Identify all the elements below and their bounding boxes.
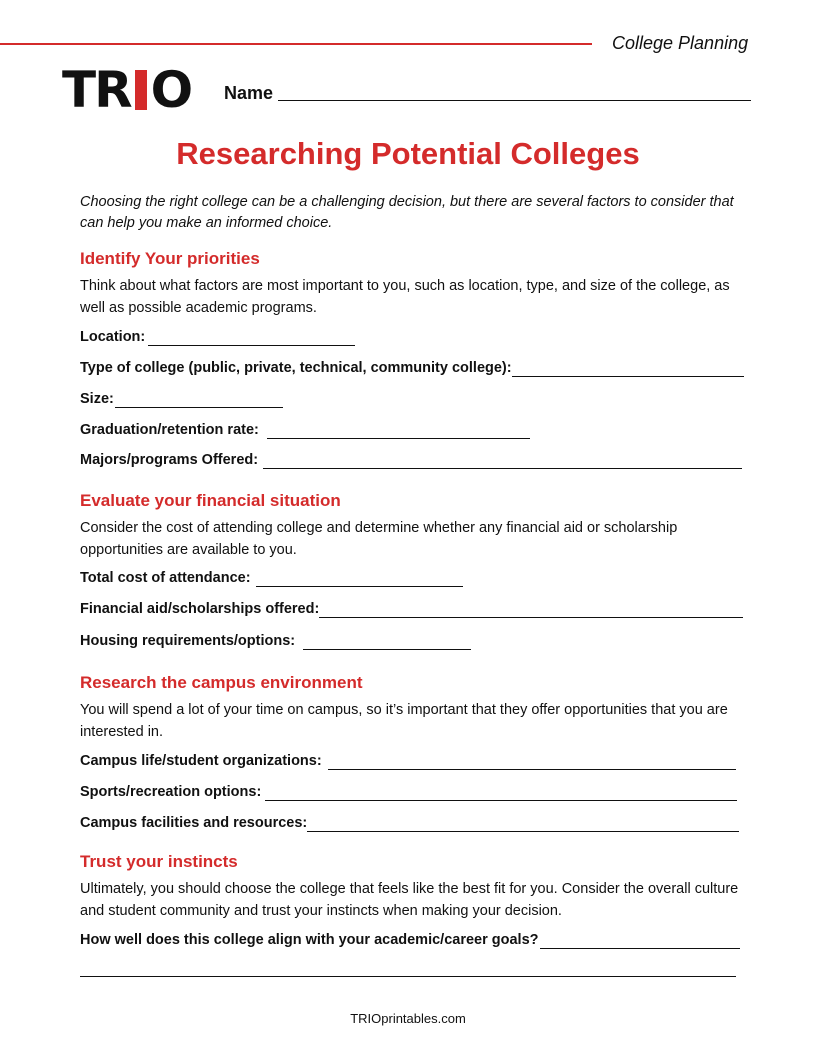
total-cost-field[interactable]: [256, 586, 463, 587]
section-heading-campus: Research the campus environment: [80, 673, 363, 692]
name-field[interactable]: [278, 100, 751, 101]
graduation-rate-field[interactable]: [267, 438, 530, 439]
field-label-graduation-rate: Graduation/retention rate:: [80, 422, 259, 438]
logo-text-left: TR: [62, 61, 131, 119]
sports-field[interactable]: [265, 800, 737, 801]
name-label: Name: [224, 83, 274, 103]
field-label-location: Location:: [80, 329, 146, 345]
field-label-facilities: Campus facilities and resources:: [80, 815, 308, 831]
logo-red-bar: [135, 70, 147, 110]
section-description-campus: You will spend a lot of your time on campus, so it’s important that they offer opportunities that you are interested in.: [80, 702, 728, 740]
field-label-goals: How well does this college align with your academic/career goals?: [80, 932, 539, 948]
location-field[interactable]: [148, 345, 355, 346]
trio-logo: [62, 61, 192, 119]
section-description-priorities: Think about what factors are most important to you, such as location, type, and size of the college, as well as possible academic programs.: [80, 278, 730, 316]
logo-text-right: O: [150, 61, 192, 119]
facilities-field[interactable]: [307, 831, 739, 832]
goals-field[interactable]: [540, 948, 740, 949]
size-field[interactable]: [115, 407, 283, 408]
section-heading-priorities: Identify Your priorities: [80, 249, 260, 268]
field-label-sports: Sports/recreation options:: [80, 784, 262, 800]
field-label-college-type: Type of college (public, private, technical, community college):: [80, 360, 512, 376]
field-label-housing: Housing requirements/options:: [80, 633, 296, 649]
field-label-campus-life: Campus life/student organizations:: [80, 753, 322, 769]
page-title: Researching Potential Colleges: [176, 136, 640, 171]
majors-field[interactable]: [263, 468, 742, 469]
field-label-majors: Majors/programs Offered:: [80, 452, 259, 468]
field-label-total-cost: Total cost of attendance:: [80, 570, 251, 586]
college-type-field[interactable]: [512, 376, 744, 377]
top-rule: [0, 43, 592, 45]
field-label-size: Size:: [80, 391, 114, 407]
category-label: College Planning: [612, 33, 749, 53]
housing-field[interactable]: [303, 649, 471, 650]
section-description-financial: Consider the cost of attending college and determine whether any financial aid or scholarship opportunities are available to you.: [80, 520, 678, 558]
campus-life-field[interactable]: [328, 769, 736, 770]
section-heading-financial: Evaluate your financial situation: [80, 491, 341, 510]
section-description-instincts: Ultimately, you should choose the college that feels like the best fit for you. Consider the overall culture and student community and trust your instincts when making your decision.: [80, 881, 739, 919]
section-heading-instincts: Trust your instincts: [80, 852, 238, 871]
financial-aid-field[interactable]: [319, 617, 743, 618]
footer-url: TRIOprintables.com: [350, 1011, 466, 1026]
intro-text: Choosing the right college can be a challenging decision, but there are several factors to consider that can help you make an informed choice.: [80, 194, 734, 231]
field-label-financial-aid: Financial aid/scholarships offered:: [80, 601, 320, 617]
goals-field-continued[interactable]: [80, 976, 736, 977]
